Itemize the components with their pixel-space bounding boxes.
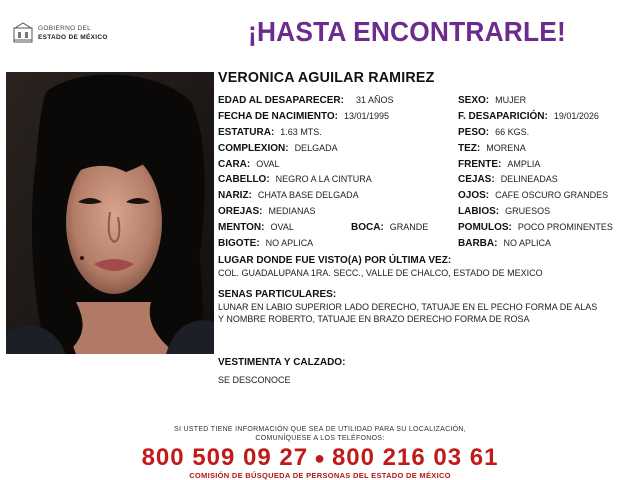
clothing-value: SE DESCONOCE <box>218 375 291 385</box>
phone-number-2[interactable]: 800 216 03 61 <box>331 444 499 471</box>
commission-name: COMISIÓN DE BÚSQUEDA DE PERSONAS DEL ESTADO DE MÉXICO <box>189 471 451 480</box>
clothing-label: VESTIMENTA Y CALZADO: <box>218 357 346 368</box>
last-seen-value: COL. GUADALUPANA 1RA. SECC., VALLE DE CHALCO, ESTADO DE MEXICO <box>218 268 543 278</box>
field-forehead <box>458 159 540 173</box>
field-sex <box>458 95 526 109</box>
field-value: NEGRO A LA CINTURA <box>275 174 372 184</box>
field-value: DELINEADAS <box>500 174 558 184</box>
field-value: OVAL <box>256 159 280 169</box>
field-label: MENTON: <box>218 222 265 233</box>
field-label: PESO: <box>458 127 490 138</box>
field-birthdate <box>218 111 389 125</box>
marks-line1: LUNAR EN LABIO SUPERIOR LADO DERECHO, TATUAJE EN EL PECHO FORMA DE ALAS <box>218 302 598 312</box>
last-seen-label: LUGAR DONDE FUE VISTO(A) POR ÚLTIMA VEZ: <box>218 255 452 266</box>
field-label: LABIOS: <box>458 206 500 217</box>
field-label: ESTATURA: <box>218 127 275 138</box>
field-value: 19/01/2026 <box>553 111 599 121</box>
field-label: BARBA: <box>458 238 498 249</box>
field-label: OREJAS: <box>218 206 263 217</box>
field-ears <box>218 206 315 220</box>
field-mustache <box>218 238 313 252</box>
field-value: 1.63 MTS. <box>280 127 322 137</box>
field-value: POCO PROMINENTES <box>517 222 613 232</box>
government-logo <box>12 22 132 46</box>
field-label: BIGOTE: <box>218 238 260 249</box>
field-value: MUJER <box>495 95 527 105</box>
field-cheekbones <box>458 222 613 236</box>
marks-label: SENAS PARTICULARES: <box>218 289 337 300</box>
field-value: 13/01/1995 <box>344 111 390 121</box>
field-weight <box>458 127 529 141</box>
field-lips <box>458 206 550 220</box>
field-label: FECHA DE NACIMIENTO: <box>218 111 338 122</box>
phone-numbers <box>0 444 640 472</box>
field-eyebrows <box>458 174 558 188</box>
field-value: GRANDE <box>389 222 429 232</box>
field-value: CHATA BASE DELGADA <box>257 190 359 200</box>
marks-text <box>218 301 628 325</box>
field-value: 66 KGS. <box>495 127 530 137</box>
field-label: OJOS: <box>458 190 490 201</box>
field-chin <box>218 222 294 236</box>
field-mouth <box>351 222 428 236</box>
field-value: DELGADA <box>294 143 338 153</box>
field-value: MEDIANAS <box>268 206 316 216</box>
field-label: NARIZ: <box>218 190 252 201</box>
field-label: CABELLO: <box>218 174 270 185</box>
separator-dot-icon: ● <box>314 448 326 469</box>
field-value: CAFE OSCURO GRANDES <box>495 190 609 200</box>
field-label: F. DESAPARICIÓN: <box>458 111 548 122</box>
marks-line2: Y NOMBRE ROBERTO, TATUAJE EN BRAZO DERECHO FORMA DE ROSA <box>218 314 530 324</box>
field-label: POMULOS: <box>458 222 512 233</box>
missing-person-photo <box>6 72 214 354</box>
field-label: EDAD AL DESAPARECER: <box>218 95 344 106</box>
field-beard <box>458 238 551 252</box>
field-label: BOCA: <box>351 222 384 233</box>
phone-number-1[interactable]: 800 509 09 27 <box>141 444 309 471</box>
state-emblem-icon <box>12 22 34 44</box>
field-value: OVAL <box>270 222 294 232</box>
field-disappearance-date <box>458 111 599 125</box>
field-value: 31 AÑOS <box>355 95 394 105</box>
contact-note-line1: SI USTED TIENE INFORMACIÓN QUE SEA DE UTILIDAD PARA SU LOCALIZACIÓN, <box>173 426 467 433</box>
field-label: SEXO: <box>458 95 490 106</box>
field-hair <box>218 174 372 188</box>
field-label: TEZ: <box>458 143 481 154</box>
field-label: CEJAS: <box>458 174 495 185</box>
contact-note-line2: COMUNÍQUESE A LOS TELÉFONOS: <box>255 435 385 442</box>
field-value: GRUESOS <box>505 206 551 216</box>
field-eyes <box>458 190 608 204</box>
field-complexion <box>218 143 338 157</box>
field-label: CARA: <box>218 159 251 170</box>
field-label: COMPLEXION: <box>218 143 289 154</box>
field-complexion-tone <box>458 143 526 157</box>
logo-text-line1: GOBIERNO DEL <box>38 25 92 32</box>
field-value: MORENA <box>486 143 526 153</box>
field-value: NO APLICA <box>265 238 314 248</box>
field-label: FRENTE: <box>458 159 502 170</box>
field-nose <box>218 190 359 204</box>
field-value: AMPLIA <box>507 159 541 169</box>
field-value: NO APLICA <box>503 238 551 248</box>
person-name: VERONICA AGUILAR RAMIREZ <box>218 69 435 86</box>
headline: ¡HASTA ENCONTRARLE! <box>248 16 566 47</box>
field-face <box>218 159 280 173</box>
field-height <box>218 127 322 141</box>
field-age <box>218 95 393 109</box>
logo-text-line2: ESTADO DE MÉXICO <box>38 34 108 41</box>
